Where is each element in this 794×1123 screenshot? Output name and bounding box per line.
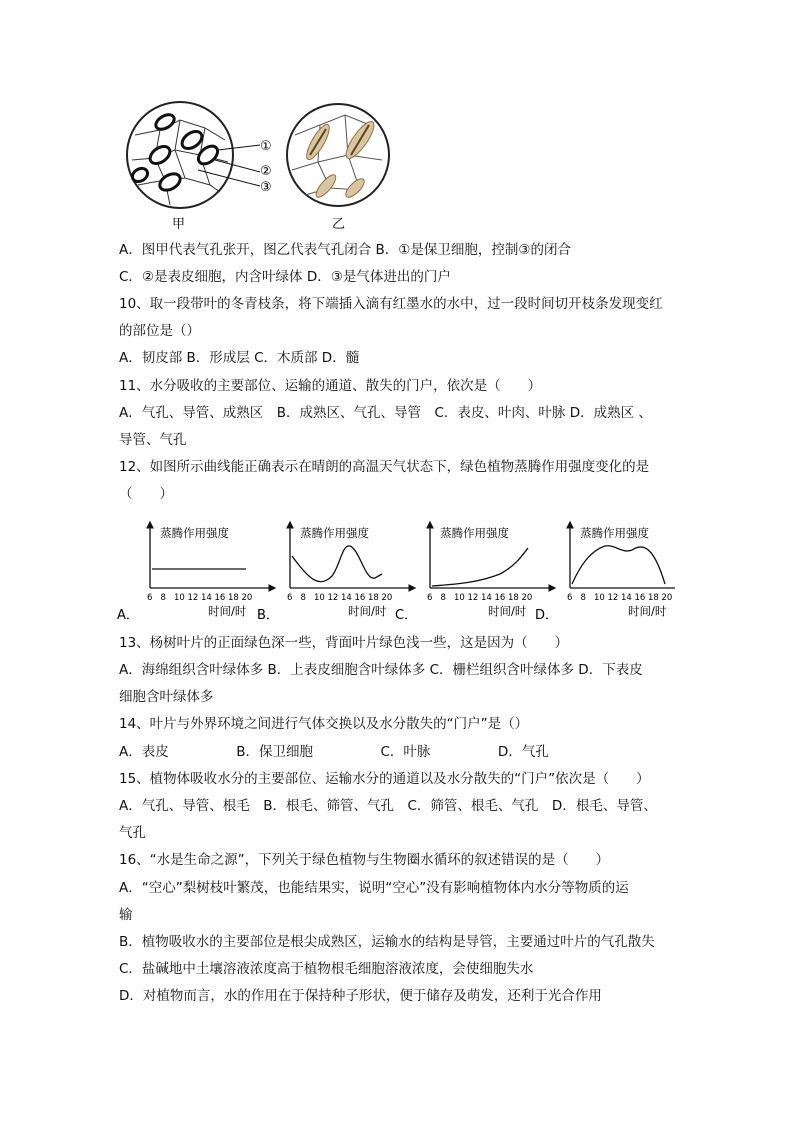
q11-options-line2: 导管、气孔 bbox=[119, 432, 187, 448]
label-yi: 乙 bbox=[332, 217, 346, 232]
callout-2: ② bbox=[260, 164, 272, 179]
q16-option-a-line2: 输 bbox=[119, 907, 133, 923]
x-tick-label: 20 bbox=[381, 593, 393, 603]
q13-options-line1: A．海绵组织含叶绿体多 B．上表皮细胞含叶绿体多 C．栅栏组织含叶绿体多 D．下表皮 bbox=[119, 662, 643, 678]
q12-stem-line2: （ ） bbox=[119, 486, 173, 502]
q12-stem-line1: 12、如图所示曲线能正确表示在晴朗的高温天气状态下，绿色植物蒸腾作用强度变化的是 bbox=[119, 459, 650, 475]
q15-options-line2: 气孔 bbox=[119, 825, 146, 841]
x-tick-label: 18 bbox=[508, 593, 519, 603]
x-tick-label: 10 bbox=[594, 593, 605, 603]
q16-stem: 16、“水是生命之源”，下列关于绿色植物与生物圈水循环的叙述错误的是（ ） bbox=[119, 852, 610, 868]
q15-stem: 15、植物体吸收水分的主要部位、运输水分的通道以及水分散失的“门户”依次是（ ） bbox=[119, 771, 650, 787]
q14-stem: 14、叶片与外界环境之间进行气体交换以及水分散失的“门户”是（） bbox=[119, 716, 529, 732]
callout-3: ③ bbox=[260, 180, 272, 195]
q13-options-line2: 细胞含叶绿体多 bbox=[119, 689, 214, 705]
transpiration-graphs bbox=[115, 515, 675, 625]
x-tick-label: 10 bbox=[454, 593, 465, 603]
figure-yi bbox=[287, 104, 389, 206]
x-tick-label: 14 bbox=[201, 593, 212, 603]
x-tick-label: 16 bbox=[214, 593, 226, 603]
x-axis-label: 时间/时 bbox=[628, 604, 667, 618]
transpiration-curve bbox=[572, 546, 665, 584]
q16-option-a-line1: A．“空心”梨树枝叶繁茂，也能结果实，说明“空心”没有影响植物体内水分等物质的运 bbox=[119, 880, 629, 896]
q12-option-b: B． bbox=[257, 608, 279, 623]
q9-options-line2: C．②是表皮细胞，内含叶绿体 D．③是气体进出的门户 bbox=[119, 269, 451, 285]
x-tick-label: 16 bbox=[494, 593, 506, 603]
x-tick-label: 6 bbox=[427, 593, 433, 603]
transpiration-curve bbox=[292, 546, 382, 582]
x-tick-label: 12 bbox=[187, 593, 199, 603]
x-axis-label: 时间/时 bbox=[208, 604, 247, 618]
graph-a bbox=[147, 522, 275, 618]
x-tick-label: 10 bbox=[314, 593, 325, 603]
x-tick-label: 8 bbox=[160, 593, 166, 603]
x-tick-label: 10 bbox=[174, 593, 185, 603]
x-tick-label: 14 bbox=[341, 593, 352, 603]
q12-option-d: D． bbox=[535, 608, 559, 623]
x-tick-label: 14 bbox=[621, 593, 632, 603]
graph-d bbox=[567, 522, 675, 618]
x-tick-label: 6 bbox=[567, 593, 573, 603]
x-tick-label: 12 bbox=[607, 593, 619, 603]
graph-b bbox=[287, 522, 415, 618]
q12-option-a: A． bbox=[117, 608, 139, 623]
graph-title: 蒸腾作用强度 bbox=[300, 526, 369, 540]
figure-jia bbox=[127, 102, 260, 208]
x-tick-label: 12 bbox=[467, 593, 479, 603]
graph-title: 蒸腾作用强度 bbox=[160, 526, 229, 540]
q14-options: A．表皮 B．保卫细胞 C．叶脉 D．气孔 bbox=[119, 744, 549, 760]
x-tick-label: 20 bbox=[521, 593, 533, 603]
x-tick-label: 6 bbox=[147, 593, 153, 603]
x-tick-label: 20 bbox=[661, 593, 673, 603]
x-tick-label: 18 bbox=[648, 593, 659, 603]
x-tick-label: 18 bbox=[228, 593, 239, 603]
x-tick-label: 16 bbox=[634, 593, 646, 603]
q11-options-line1: A．气孔、导管、成熟区 B．成熟区、气孔、导管 C．表皮、叶肉、叶脉 D．成熟区 、 bbox=[119, 405, 652, 421]
graph-title: 蒸腾作用强度 bbox=[580, 526, 649, 540]
q9-options-line1: A．图甲代表气孔张开，图乙代表气孔闭合 B．①是保卫细胞，控制③的闭合 bbox=[119, 242, 571, 258]
q13-stem: 13、杨树叶片的正面绿色深一些，背面叶片绿色浅一些，这是因为（ ） bbox=[119, 635, 569, 651]
q16-option-d: D．对植物而言，水的作用在于保持种子形状，便于储存及萌发，还利于光合作用 bbox=[119, 988, 602, 1004]
x-tick-label: 14 bbox=[481, 593, 492, 603]
q16-option-c: C．盐碱地中土壤溶液浓度高于植物根毛细胞溶液浓度，会使细胞失水 bbox=[119, 961, 534, 977]
q10-stem-line2: 的部位是（） bbox=[119, 323, 200, 339]
x-axis-label: 时间/时 bbox=[348, 604, 387, 618]
x-tick-label: 18 bbox=[368, 593, 379, 603]
x-tick-label: 6 bbox=[287, 593, 293, 603]
transpiration-curve bbox=[432, 548, 528, 586]
x-tick-label: 20 bbox=[241, 593, 253, 603]
x-axis-label: 时间/时 bbox=[488, 604, 527, 618]
x-tick-label: 16 bbox=[354, 593, 366, 603]
label-jia: 甲 bbox=[172, 217, 186, 232]
q10-options: A．韧皮部 B．形成层 C．木质部 D．髓 bbox=[119, 350, 360, 366]
stomata-figure bbox=[120, 100, 390, 235]
q15-options-line1: A．气孔、导管、根毛 B．根毛、筛管、气孔 C．筛管、根毛、气孔 D．根毛、导管、 bbox=[119, 798, 657, 814]
q16-option-b: B．植物吸收水的主要部位是根尖成熟区，运输水的结构是导管，主要通过叶片的气孔散失 bbox=[119, 934, 655, 950]
x-tick-label: 12 bbox=[327, 593, 339, 603]
q11-stem: 11、水分吸收的主要部位、运输的通道、散失的门户，依次是（ ） bbox=[119, 378, 542, 394]
x-tick-label: 8 bbox=[300, 593, 306, 603]
callout-1: ① bbox=[260, 139, 272, 154]
x-tick-label: 8 bbox=[440, 593, 446, 603]
graph-c bbox=[427, 522, 555, 618]
q12-option-c: C． bbox=[395, 608, 418, 623]
graph-title: 蒸腾作用强度 bbox=[440, 526, 509, 540]
q10-stem-line1: 10、取一段带叶的冬青枝条，将下端插入滴有红墨水的水中，过一段时间切开枝条发现变红 bbox=[119, 296, 663, 312]
x-tick-label: 8 bbox=[580, 593, 586, 603]
